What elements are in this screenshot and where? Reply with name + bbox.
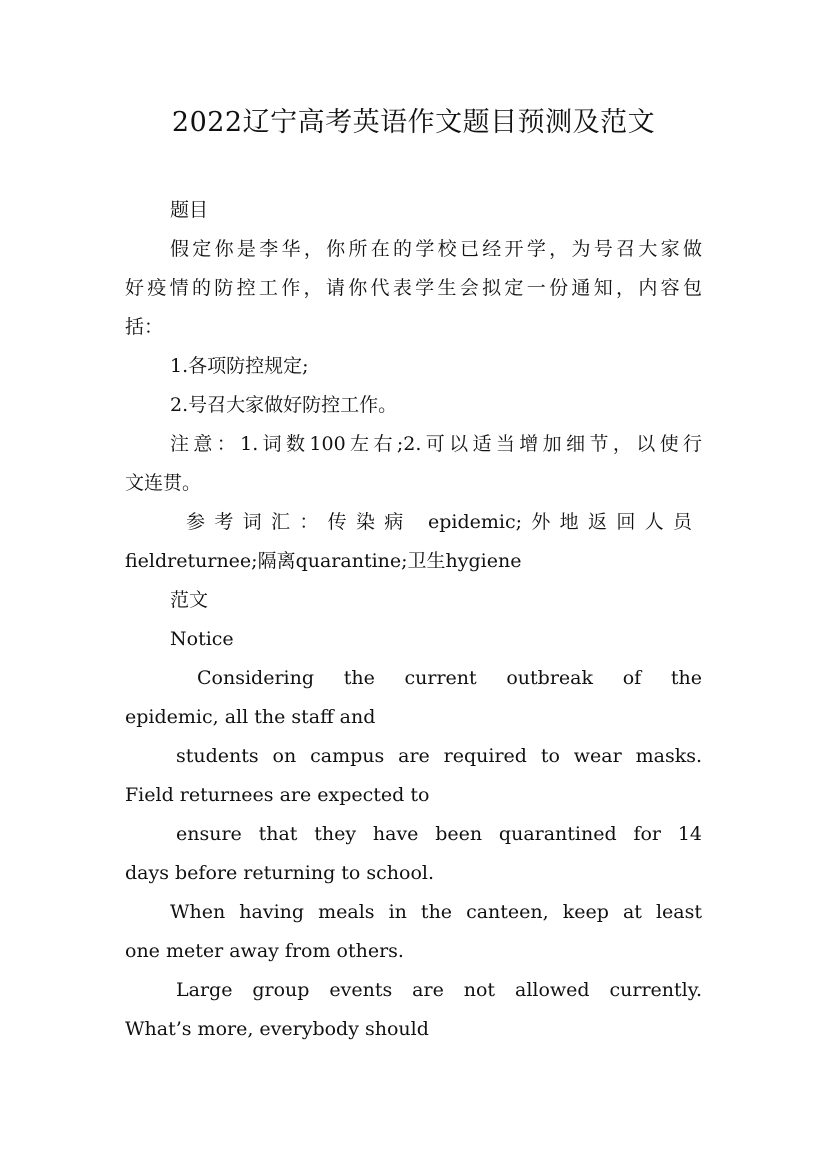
vocabulary-line: fieldreturnee;隔离quarantine;卫生hygiene [125,550,522,572]
notice-heading: Notice [170,628,234,650]
list-item: 2.号召大家做好防控工作。 [170,394,398,416]
paragraph-line: 文连贯。 [125,472,202,494]
section-heading-sample: 范文 [170,589,209,611]
paragraph-line: 注意：1.词数100左右;2.可以适当增加细节，以使行 [170,433,702,455]
essay-line: epidemic, all the staff and [125,706,376,728]
essay-line: one meter away from others. [125,940,404,962]
essay-line: When having meals in the canteen, keep at least [170,901,702,923]
vocabulary-line: 参考词汇：传染病 epidemic;外地返回人员 [186,511,692,533]
essay-line: What’s more, everybody should [125,1018,429,1040]
essay-line: students on campus are required to wear masks. [176,745,702,767]
essay-line: Considering the current outbreak of the [197,667,702,689]
list-item: 1.各项防控规定; [170,355,309,377]
essay-line: days before returning to school. [125,862,435,884]
paragraph-line: 好疫情的防控工作，请你代表学生会拟定一份通知，内容包 [125,277,702,299]
paragraph-line: 假定你是李华，你所在的学校已经开学，为号召大家做 [170,238,702,260]
document-title: 2022辽宁高考英语作文题目预测及范文 [171,107,656,138]
essay-line: Field returnees are expected to [125,784,430,806]
section-heading-question: 题目 [170,199,209,221]
paragraph-line: 括： [125,316,164,338]
essay-line: ensure that they have been quarantined for 14 [176,823,702,845]
essay-line: Large group events are not allowed currently. [176,979,702,1001]
